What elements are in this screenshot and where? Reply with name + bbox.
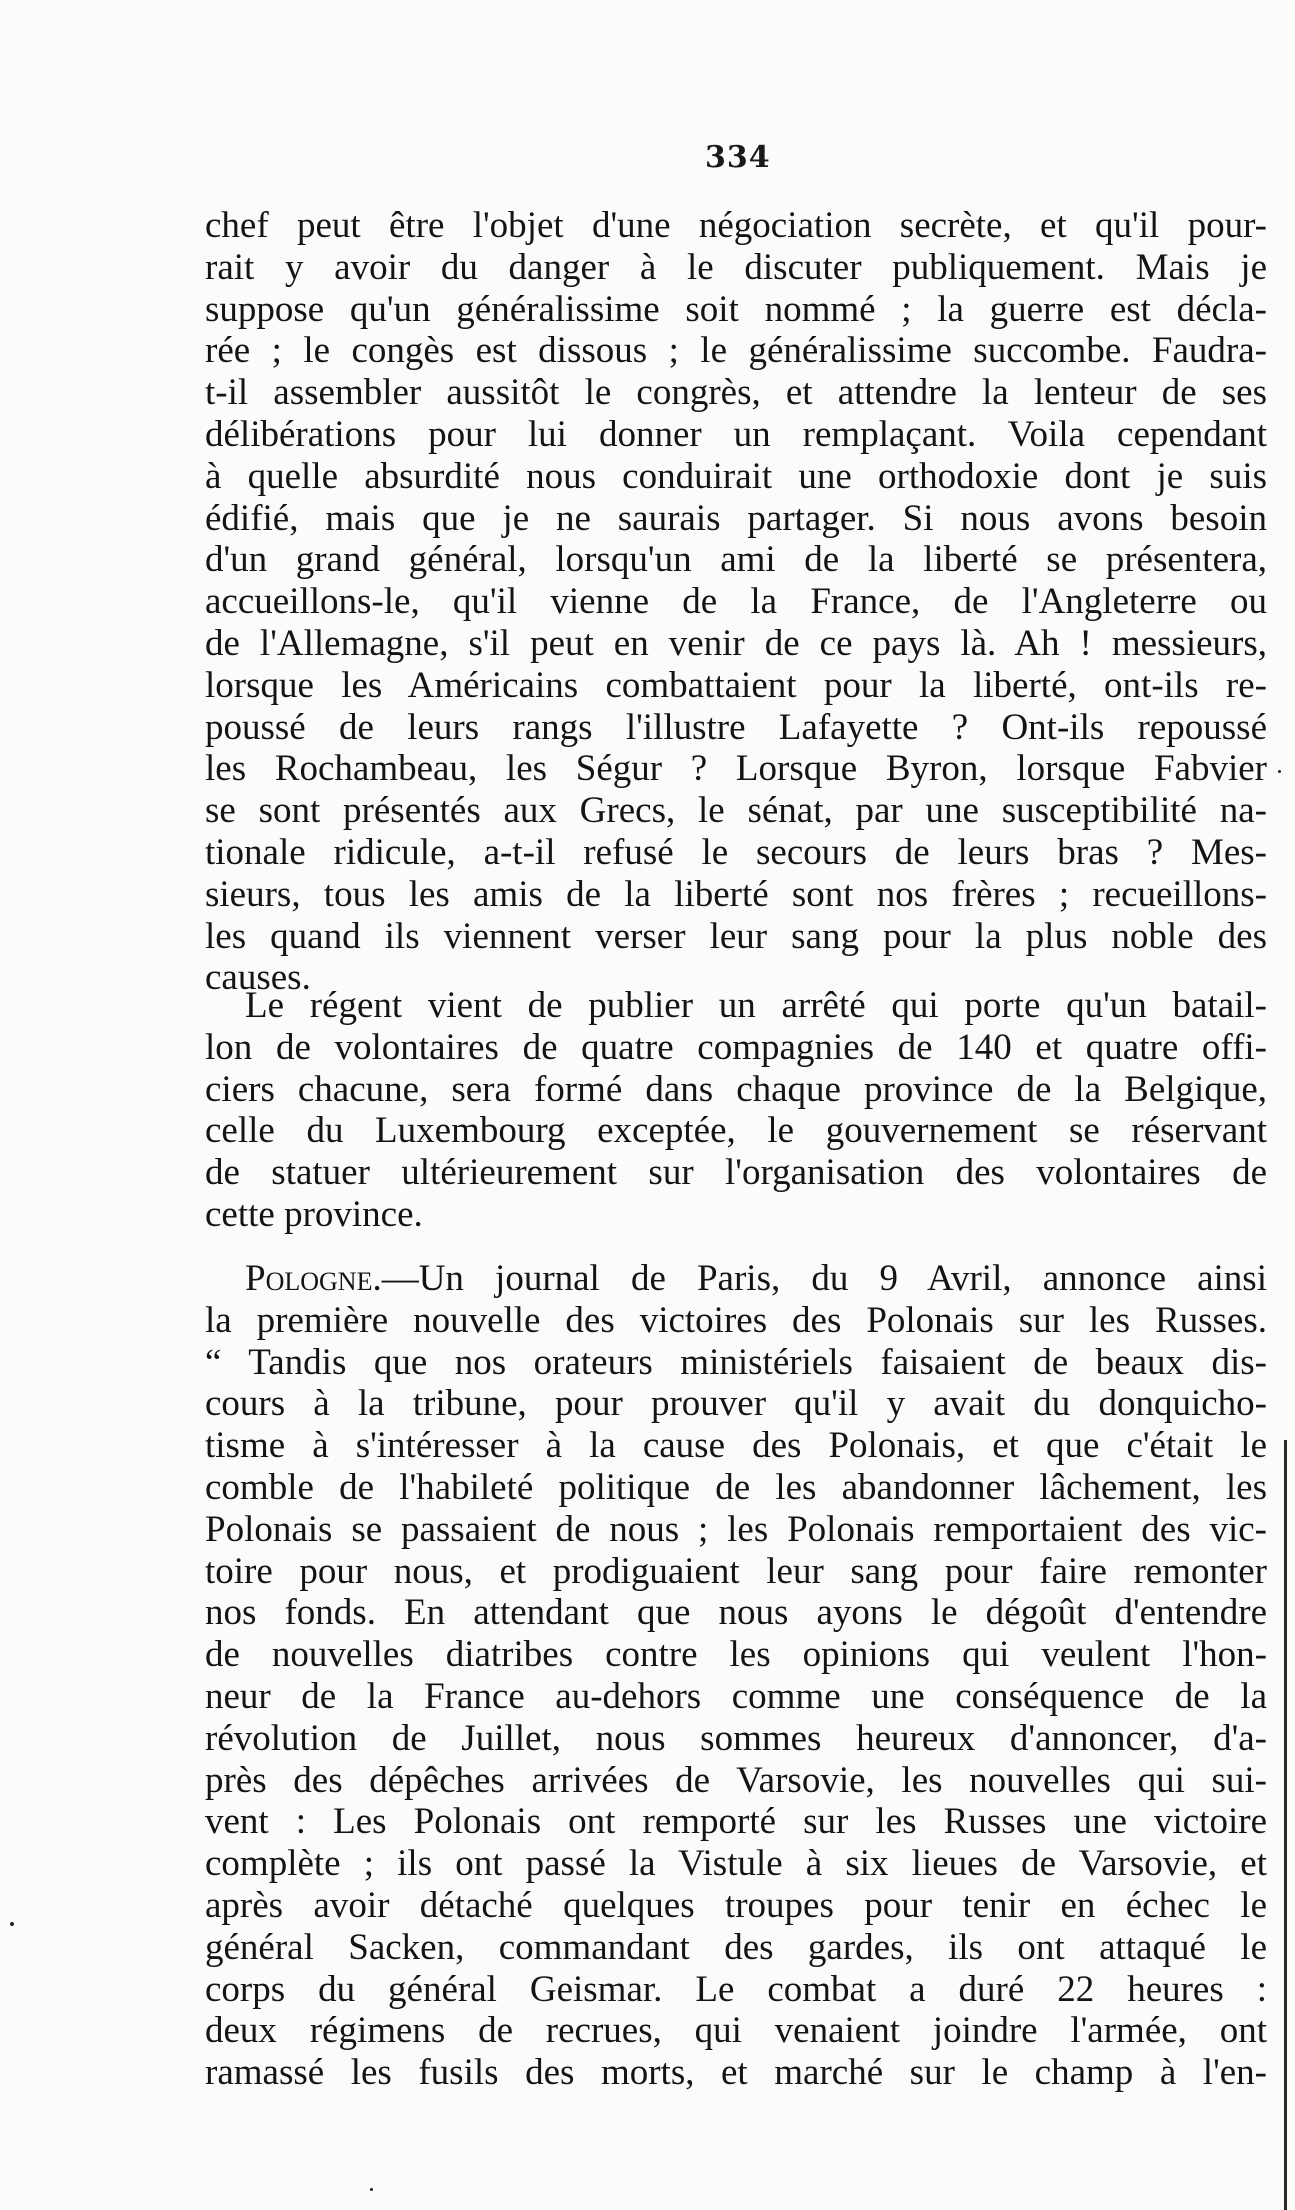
ink-speck <box>10 1922 14 1926</box>
ink-speck <box>1278 770 1281 773</box>
text-line-rest: —Un journal de Paris, du 9 Avril, annonce ainsi <box>381 1258 1267 1299</box>
text-line <box>205 1258 1267 1300</box>
text-line: Polonais se passaient de nous ; les Polonais remportaient des vic- <box>205 1508 1267 1550</box>
text-line: Le régent vient de publier un arrêté qui porte qu'un batail- <box>245 985 1267 1026</box>
text-line: complète ; ils ont passé la Vistule à six lieues de Varsovie, et <box>205 1843 1267 1885</box>
text-line: cette province. <box>205 1193 423 1235</box>
text-line: comble de l'habileté politique de les abandonner lâchement, les <box>205 1466 1267 1508</box>
text-line: la première nouvelle des victoires des Polonais sur les Russes. <box>205 1299 1267 1341</box>
text-line: nos fonds. En attendant que nous ayons le dégoût d'entendre <box>205 1592 1267 1634</box>
text-line: près des dépêches arrivées de Varsovie, les nouvelles qui sui- <box>205 1759 1267 1801</box>
text-line: suppose qu'un généralissime soit nommé ; la guerre est décla- <box>205 288 1267 330</box>
text-line: celle du Luxembourg exceptée, le gouvernement se réservant <box>205 1110 1267 1152</box>
text-line: deux régimens de recrues, qui venaient joindre l'armée, ont <box>205 2010 1267 2052</box>
text-line: de nouvelles diatribes contre les opinions qui veulent l'hon- <box>205 1634 1267 1676</box>
text-line: rait y avoir du danger à le discuter publiquement. Mais je <box>205 246 1267 288</box>
paragraph-pologne <box>205 1258 1267 2094</box>
text-line: t-il assembler aussitôt le congrès, et attendre la lenteur de ses <box>205 372 1267 414</box>
text-line: causes. <box>205 957 311 999</box>
page-edge-rule <box>1284 1440 1287 2210</box>
text-line: chef peut être l'objet d'une négociation secrète, et qu'il pour- <box>205 205 1267 246</box>
text-line: ciers chacune, sera formé dans chaque province de la Belgique, <box>205 1068 1267 1110</box>
text-line: édifié, mais que je ne saurais partager. Si nous avons besoin <box>205 497 1267 539</box>
text-line: après avoir détaché quelques troupes pour tenir en échec le <box>205 1884 1267 1926</box>
text-line: accueillons-le, qu'il vienne de la France, de l'Angleterre ou <box>205 581 1267 623</box>
text-line: révolution de Juillet, nous sommes heureux d'annoncer, d'a- <box>205 1717 1267 1759</box>
text-line: toire pour nous, et prodiguaient leur sang pour faire remonter <box>205 1550 1267 1592</box>
section-heading-pologne: Pologne. <box>245 1258 382 1299</box>
text-line: les Rochambeau, les Ségur ? Lorsque Byron, lorsque Fabvier <box>205 748 1267 790</box>
ink-speck <box>370 2188 373 2191</box>
text-line: ramassé les fusils des morts, et marché sur le champ à l'en- <box>205 2052 1267 2094</box>
text-line: “ Tandis que nos orateurs ministériels faisaient de beaux dis- <box>205 1341 1267 1383</box>
text-line: corps du général Geismar. Le combat a duré 22 heures : <box>205 1968 1267 2010</box>
text-line: se sont présentés aux Grecs, le sénat, par une susceptibilité na- <box>205 790 1267 832</box>
text-line: de l'Allemagne, s'il peut en venir de ce pays là. Ah ! messieurs, <box>205 622 1267 664</box>
page-number: 334 <box>705 140 771 175</box>
text-line: délibérations pour lui donner un remplaçant. Voila cependant <box>205 413 1267 455</box>
text-line: vent : Les Polonais ont remporté sur les Russes une victoire <box>205 1801 1267 1843</box>
text-line: rée ; le congès est dissous ; le généralissime succombe. Faudra- <box>205 330 1267 372</box>
text-line: poussé de leurs rangs l'illustre Lafayette ? Ont-ils repoussé <box>205 706 1267 748</box>
text-line: d'un grand général, lorsqu'un ami de la liberté se présentera, <box>205 539 1267 581</box>
text-line: lon de volontaires de quatre compagnies de 140 et quatre offi- <box>205 1026 1267 1068</box>
text-line: les quand ils viennent verser leur sang pour la plus noble des <box>205 915 1267 957</box>
text-line: tisme à s'intéresser à la cause des Polonais, et que c'était le <box>205 1425 1267 1467</box>
paragraph-regent-decree <box>205 985 1267 1236</box>
text-line: tionale ridicule, a-t-il refusé le secours de leurs bras ? Mes- <box>205 831 1267 873</box>
paragraph-speech-continuation <box>205 205 1267 999</box>
text-line: de statuer ultérieurement sur l'organisation des volontaires de <box>205 1152 1267 1194</box>
text-line: neur de la France au-dehors comme une conséquence de la <box>205 1675 1267 1717</box>
text-line: cours à la tribune, pour prouver qu'il y avait du donquicho- <box>205 1383 1267 1425</box>
text-line: à quelle absurdité nous conduirait une orthodoxie dont je suis <box>205 455 1267 497</box>
text-line: général Sacken, commandant des gardes, ils ont attaqué le <box>205 1926 1267 1968</box>
text-line: lorsque les Américains combattaient pour la liberté, ont-ils re- <box>205 664 1267 706</box>
text-line: sieurs, tous les amis de la liberté sont nos frères ; recueillons- <box>205 873 1267 915</box>
